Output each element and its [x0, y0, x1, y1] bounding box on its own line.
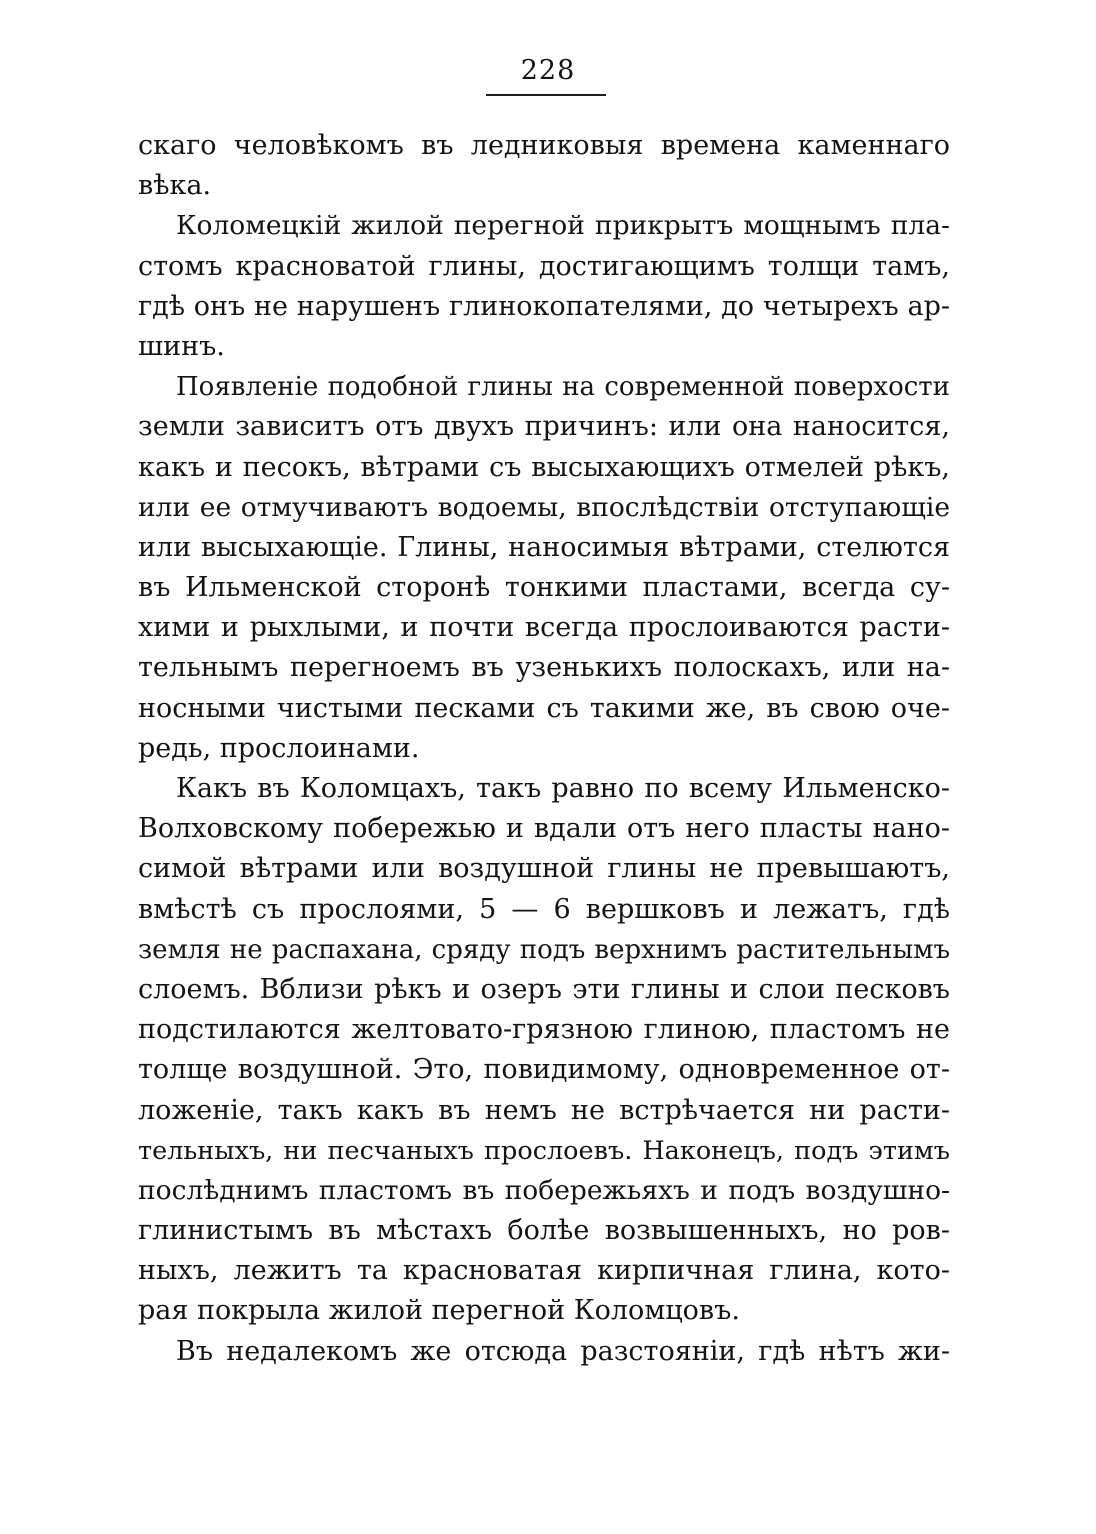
text-line: или ее отмучиваютъ водоемы, впослѣдствіи отступающіе	[138, 491, 950, 523]
text-line: стомъ красноватой глины, достигающимъ толщи тамъ,	[138, 250, 950, 282]
text-line: толще воздушной. Это, повидимому, одновременное от-	[138, 1054, 950, 1086]
text-line: носными чистыми песками съ такими же, въ свою оче-	[138, 692, 950, 724]
text-line: тельнымъ перегноемъ въ узенькихъ полоскахъ, или на-	[138, 652, 950, 684]
text-line: Коломецкій жилой перегной прикрытъ мощнымъ пла-	[176, 210, 950, 242]
text-line: земли зависитъ отъ двухъ причинъ: или она наносится,	[138, 411, 950, 443]
text-line: или высыхающіе. Глины, наносимыя вѣтрами, стелются	[138, 531, 950, 563]
text-line: слоемъ. Вблизи рѣкъ и озеръ эти глины и слои песковъ	[138, 973, 950, 1005]
text-line: скаго человѣкомъ въ ледниковыя времена каменнаго	[138, 130, 950, 161]
text-line: какъ и песокъ, вѣтрами съ высыхающихъ отмелей рѣкъ,	[138, 451, 950, 483]
text-line: рая покрыла жилой перегной Коломцовъ.	[138, 1295, 740, 1327]
page-number: 228	[520, 55, 576, 86]
text-line: гдѣ онъ не нарушенъ глинокопателями, до четырехъ ар-	[138, 290, 950, 322]
text-line: Появленіе подобной глины на современной поверхости	[176, 372, 950, 403]
text-line: редь, прослоинами.	[138, 732, 420, 764]
text-line: ложеніе, такъ какъ въ немъ не встрѣчается ни расти-	[138, 1094, 950, 1126]
text-line: послѣднимъ пластомъ въ побережьяхъ и подъ воздушно-	[138, 1174, 950, 1206]
header-rule	[486, 94, 606, 96]
text-line: вмѣстѣ съ прослоями, 5 — 6 вершковъ и лежатъ, гдѣ	[138, 893, 950, 925]
text-line: шинъ.	[138, 330, 225, 362]
text-line: симой вѣтрами или воздушной глины не превышаютъ,	[138, 853, 950, 885]
text-line: тельныхъ, ни песчаныхъ прослоевъ. Наконецъ, подъ этимъ	[138, 1135, 950, 1166]
text-line: хими и рыхлыми, и почти всегда прослоиваются расти-	[138, 612, 950, 644]
page-header	[0, 56, 1096, 86]
text-line: ныхъ, лежитъ та красноватая кирпичная глина, кото-	[138, 1255, 950, 1287]
body-text	[138, 126, 950, 1372]
text-line: вѣка.	[138, 170, 212, 202]
text-line: земля не распахана, сряду подъ верхнимъ растительнымъ	[138, 934, 950, 965]
text-line: Какъ въ Коломцахъ, такъ равно по всему Ильменско-	[176, 773, 950, 804]
text-line: подстилаются желтовато-грязною глиною, пластомъ не	[138, 1014, 950, 1046]
text-line: Волховскому побережью и вдали отъ него пласты нано-	[138, 813, 950, 845]
text-line: въ Ильменской сторонѣ тонкими пластами, всегда су-	[138, 572, 950, 604]
text-line: глинистымъ въ мѣстахъ болѣе возвышенныхъ, но ров-	[138, 1215, 950, 1247]
text-line: Въ недалекомъ же отсюда разстояніи, гдѣ нѣтъ жи-	[176, 1335, 950, 1367]
